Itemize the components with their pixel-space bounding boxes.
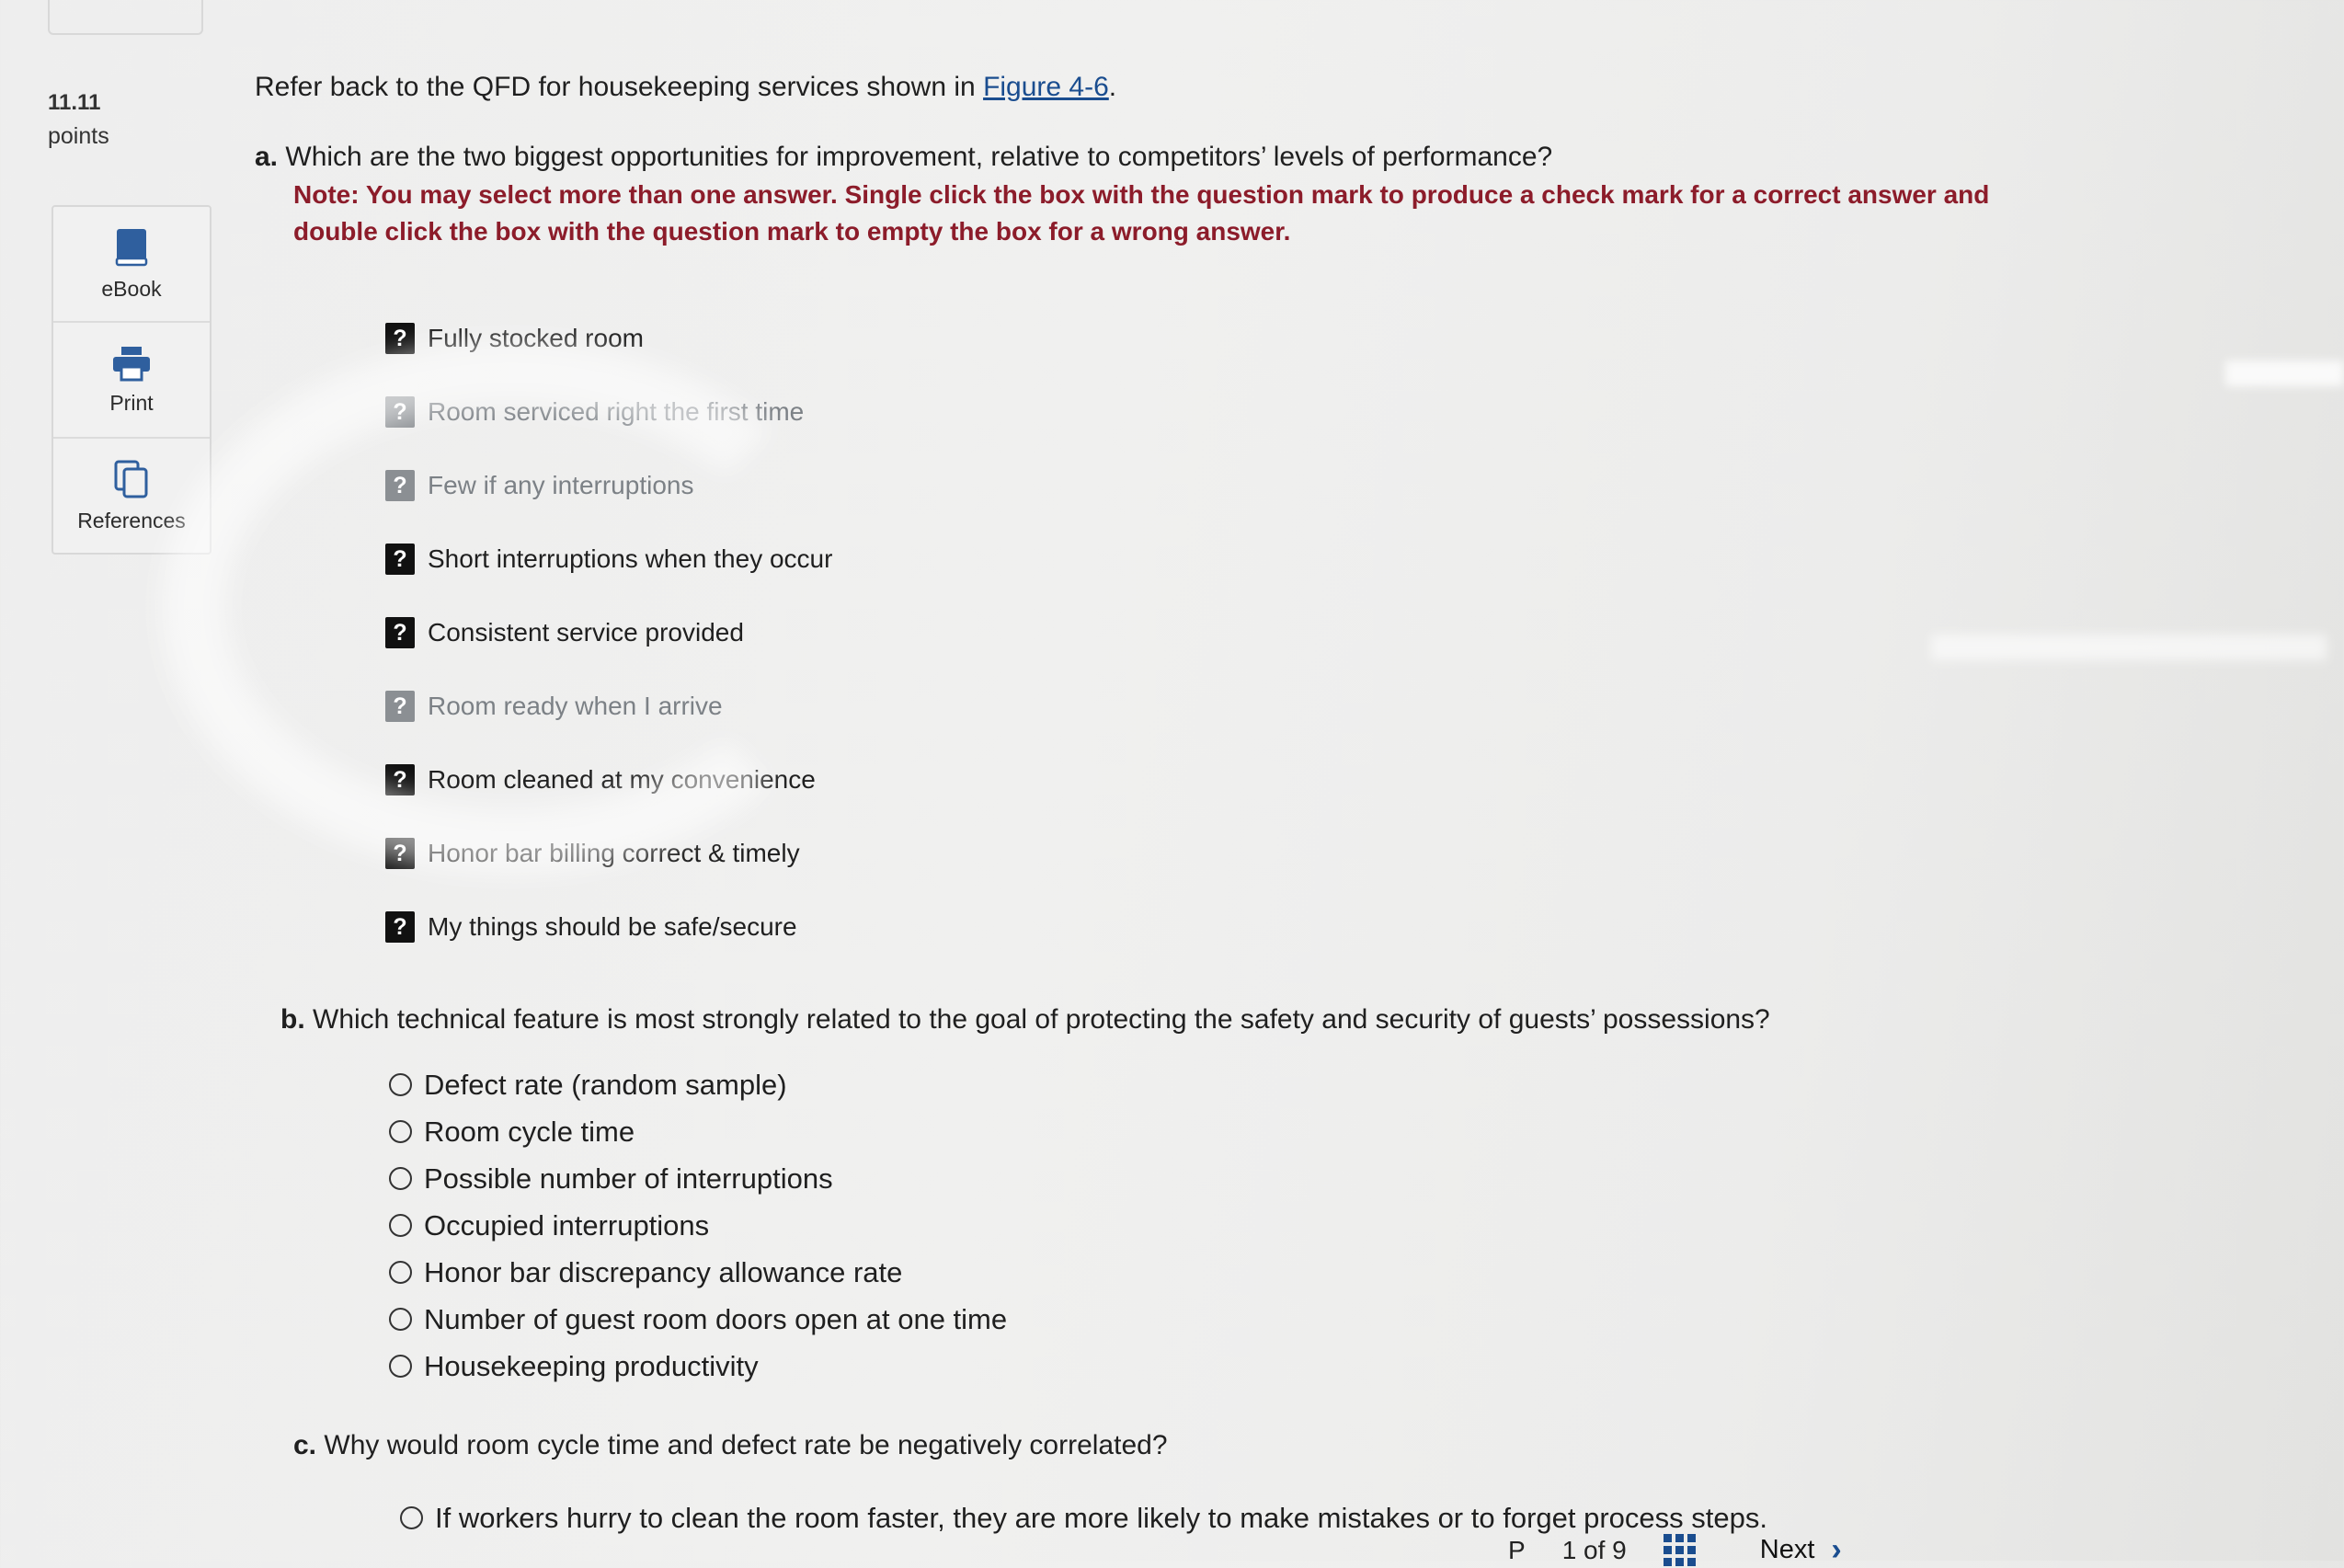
part-b-text: Which technical feature is most strongly related to the goal of protecting the safety and security of guests’ possessions? — [313, 1004, 1770, 1035]
question-pager — [1508, 1532, 1842, 1568]
part-a-note: Note: You may select more than one answer. Single click the box with the question mark to produce a check mark for a correct answer and double click the box with the question mark to empty the box for a wrong answer. — [293, 180, 1990, 246]
radio-label: Defect rate (random sample) — [424, 1068, 787, 1101]
option-room-cleaned-convenience[interactable] — [385, 743, 2140, 817]
radio-option[interactable] — [389, 1296, 2140, 1343]
option-label: Short interruptions when they occur — [428, 544, 833, 573]
previous-panel-edge — [48, 0, 203, 35]
option-label: Few if any interruptions — [428, 471, 694, 499]
question-mark-box[interactable]: ? — [385, 838, 415, 869]
copy-icon — [113, 459, 150, 499]
option-honor-bar-billing[interactable] — [385, 817, 2140, 890]
tool-panel — [51, 205, 212, 555]
intro-text: Refer back to the QFD for housekeeping services shown in — [255, 72, 984, 102]
prev-button[interactable]: P — [1508, 1535, 1526, 1564]
printer-icon — [111, 345, 152, 382]
option-label: My things should be safe/secure — [428, 912, 797, 941]
question-mark-box[interactable]: ? — [385, 544, 415, 575]
question-mark-box[interactable]: ? — [385, 470, 415, 501]
ebook-label: eBook — [101, 276, 162, 301]
print-button[interactable] — [53, 323, 210, 439]
part-b-question — [280, 1004, 2140, 1036]
part-c-letter: c. — [293, 1430, 317, 1460]
ebook-button[interactable] — [53, 207, 210, 323]
option-label: Room cleaned at my convenience — [428, 765, 816, 794]
question-mark-box[interactable]: ? — [385, 617, 415, 648]
next-label: Next — [1759, 1535, 1815, 1564]
radio-label: Occupied interruptions — [424, 1208, 710, 1242]
radio-label: Honor bar discrepancy allowance rate — [424, 1255, 903, 1288]
radio-label: Housekeeping productivity — [424, 1349, 759, 1382]
radio-button[interactable] — [389, 1214, 412, 1237]
intro-period: . — [1108, 72, 1117, 102]
part-c-options — [400, 1494, 2140, 1541]
radio-label: If workers hurry to clean the room faster, they are more likely to make mistakes or to forget process steps. — [435, 1501, 1767, 1534]
question-mark-box[interactable]: ? — [385, 911, 415, 943]
figure-link[interactable]: Figure 4-6 — [983, 72, 1109, 102]
radio-option[interactable] — [389, 1061, 2140, 1108]
part-c-text: Why would room cycle time and defect rate be negatively correlated? — [324, 1430, 1168, 1460]
question-content — [255, 72, 2140, 1541]
radio-option[interactable] — [389, 1202, 2140, 1249]
part-a-options — [385, 302, 2140, 964]
references-button[interactable] — [53, 439, 210, 553]
chevron-right-icon: › — [1831, 1532, 1842, 1567]
radio-button[interactable] — [389, 1355, 412, 1378]
question-mark-box[interactable]: ? — [385, 764, 415, 795]
radio-button[interactable] — [389, 1167, 412, 1190]
part-a-text: Which are the two biggest opportunities for improvement, relative to competitors’ levels of performance? — [285, 142, 1553, 172]
part-b-options — [389, 1061, 2140, 1390]
points-label: points — [48, 123, 109, 149]
question-intro — [255, 72, 2140, 103]
option-fully-stocked-room[interactable] — [385, 302, 2140, 375]
points-indicator — [48, 86, 109, 153]
option-few-interruptions[interactable] — [385, 449, 2140, 522]
points-value: 11.11 — [48, 90, 101, 115]
radio-button[interactable] — [389, 1120, 412, 1143]
radio-option[interactable] — [389, 1108, 2140, 1155]
option-label: Room serviced right the first time — [428, 397, 805, 426]
question-mark-box[interactable]: ? — [385, 691, 415, 722]
part-b-letter: b. — [280, 1004, 305, 1035]
radio-button[interactable] — [400, 1506, 423, 1529]
radio-label: Room cycle time — [424, 1115, 635, 1148]
radio-option[interactable] — [389, 1249, 2140, 1296]
option-label: Consistent service provided — [428, 618, 744, 647]
radio-label: Possible number of interruptions — [424, 1162, 833, 1195]
next-button[interactable] — [1760, 1532, 1842, 1568]
option-consistent-service[interactable] — [385, 596, 2140, 670]
radio-option[interactable] — [389, 1343, 2140, 1390]
page-position: 1 of 9 — [1561, 1535, 1627, 1564]
question-mark-box[interactable]: ? — [385, 396, 415, 428]
book-icon — [114, 227, 149, 268]
references-label: References — [77, 508, 186, 532]
radio-button[interactable] — [389, 1261, 412, 1284]
option-label: Room ready when I arrive — [428, 692, 723, 720]
option-things-safe[interactable] — [385, 890, 2140, 964]
option-label: Fully stocked room — [428, 324, 644, 352]
option-room-serviced-right[interactable] — [385, 375, 2140, 449]
radio-label: Number of guest room doors open at one time — [424, 1302, 1008, 1335]
print-label: Print — [109, 390, 154, 415]
grid-icon[interactable] — [1664, 1534, 1696, 1566]
screen-glare — [2225, 361, 2344, 386]
part-a-question — [255, 142, 2140, 173]
radio-option[interactable] — [389, 1155, 2140, 1202]
part-a-letter: a. — [255, 142, 279, 172]
option-short-interruptions[interactable] — [385, 522, 2140, 596]
option-label: Honor bar billing correct & timely — [428, 839, 800, 867]
part-c-question — [293, 1430, 2140, 1461]
question-mark-box[interactable]: ? — [385, 323, 415, 354]
radio-option[interactable] — [400, 1494, 2140, 1541]
radio-button[interactable] — [389, 1073, 412, 1096]
option-room-ready[interactable] — [385, 670, 2140, 743]
radio-button[interactable] — [389, 1308, 412, 1331]
